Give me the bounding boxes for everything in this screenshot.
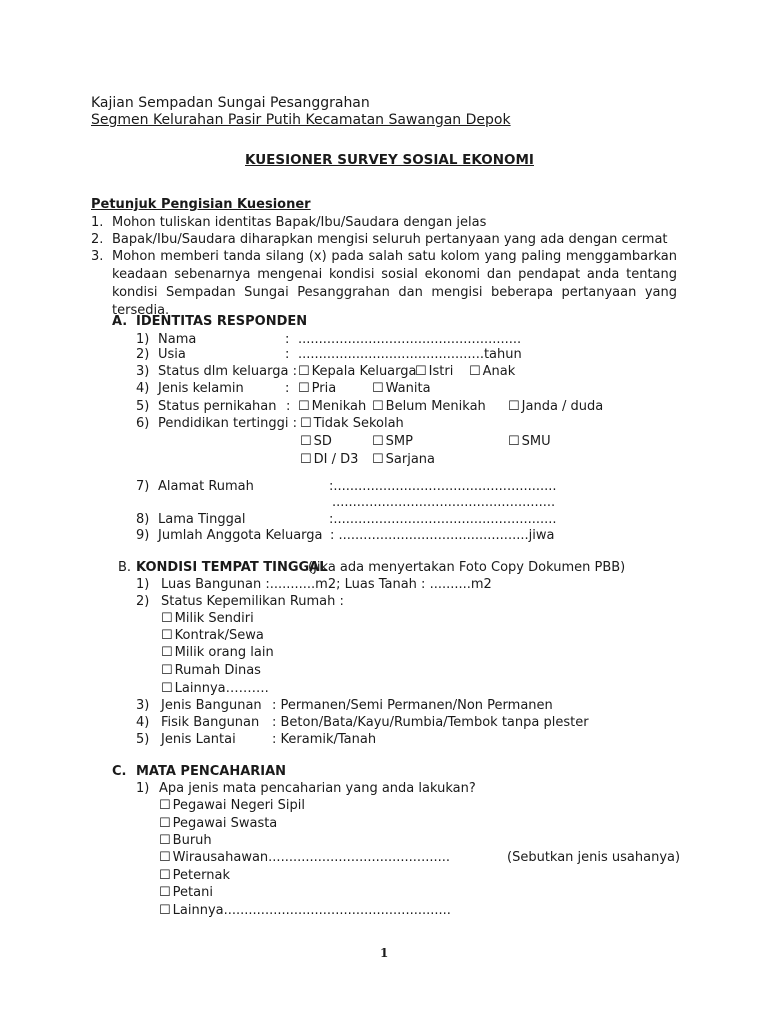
- colon: :: [286, 399, 291, 414]
- length-of-stay-field[interactable]: :......................................................: [329, 512, 557, 527]
- education-label: Pendidikan tertinggi :: [158, 416, 297, 431]
- length-of-stay-label: Lama Tinggal: [158, 512, 246, 527]
- building-type-label: Jenis Bangunan: [161, 698, 262, 713]
- age-field[interactable]: .............................................tahun: [298, 347, 522, 362]
- item-number: 1): [136, 577, 150, 592]
- item-number: 9): [136, 528, 150, 543]
- address-field[interactable]: :......................................................: [329, 479, 557, 494]
- checkbox-di-d3[interactable]: ☐ DI / D3: [300, 451, 358, 469]
- checkbox-peternak[interactable]: ☐ Peternak: [159, 867, 230, 885]
- checkbox-kontrak-sewa[interactable]: ☐ Kontrak/Sewa: [161, 627, 264, 645]
- page-title: KUESIONER SURVEY SOSIAL EKONOMI: [245, 152, 534, 168]
- building-physical-options[interactable]: : Beton/Bata/Kayu/Rumbia/Tembok tanpa plester: [272, 715, 589, 730]
- checkbox-petani[interactable]: ☐ Petani: [159, 884, 213, 902]
- checkbox-smp[interactable]: ☐ SMP: [372, 433, 413, 451]
- checkbox-wanita[interactable]: ☐ Wanita: [372, 380, 431, 398]
- checkbox-belum-menikah[interactable]: ☐ Belum Menikah: [372, 398, 486, 416]
- item-number: 7): [136, 479, 150, 494]
- address-field-line2[interactable]: ......................................................: [332, 495, 556, 510]
- checkbox-tidak-sekolah[interactable]: ☐ Tidak Sekolah: [300, 415, 404, 433]
- checkbox-menikah[interactable]: ☐ Menikah: [298, 398, 366, 416]
- instructions-heading: Petunjuk Pengisian Kuesioner: [91, 197, 311, 212]
- family-status-label: Status dlm keluarga :: [158, 364, 297, 379]
- gender-label: Jenis kelamin: [158, 381, 244, 396]
- section-c-letter: C.: [112, 764, 127, 779]
- household-size-label: Jumlah Anggota Keluarga: [158, 528, 323, 543]
- item-number: 4): [136, 381, 150, 396]
- checkbox-istri[interactable]: ☐ Istri: [415, 363, 453, 381]
- checkbox-lainnya[interactable]: ☐ Lainnya……….: [161, 680, 269, 698]
- item-number: 5): [136, 399, 150, 414]
- business-type-note: (Sebutkan jenis usahanya): [507, 850, 681, 865]
- occupation-question: Apa jenis mata pencaharian yang anda lakukan?: [159, 781, 476, 796]
- checkbox-janda-duda[interactable]: ☐ Janda / duda: [508, 398, 603, 416]
- checkbox-anak[interactable]: ☐ Anak: [469, 363, 515, 381]
- colon: :: [285, 347, 290, 362]
- checkbox-sarjana[interactable]: ☐ Sarjana: [372, 451, 435, 469]
- section-b-heading: KONDISI TEMPAT TINGGAL: [136, 560, 328, 575]
- checkbox-pegawai-swasta[interactable]: ☐ Pegawai Swasta: [159, 815, 277, 833]
- marital-status-label: Status pernikahan: [158, 399, 277, 414]
- section-b-note: (Jika ada menyertakan Foto Copy Dokumen PBB): [308, 560, 626, 575]
- study-segment: Segmen Kelurahan Pasir Putih Kecamatan Sawangan Depok: [91, 112, 511, 128]
- item-number: 6): [136, 416, 150, 431]
- section-c-heading: MATA PENCAHARIAN: [136, 764, 287, 779]
- instruction-num: 3.: [91, 249, 104, 264]
- section-b-letter: B.: [118, 560, 132, 575]
- colon: :: [285, 381, 290, 396]
- name-label: Nama: [158, 332, 197, 347]
- household-size-field[interactable]: : ..............................................jiwa: [330, 528, 555, 543]
- item-number: 2): [136, 594, 150, 609]
- checkbox-buruh[interactable]: ☐ Buruh: [159, 832, 212, 850]
- page-number: 1: [380, 946, 389, 960]
- address-label: Alamat Rumah: [158, 479, 254, 494]
- building-physical-label: Fisik Bangunan: [161, 715, 260, 730]
- item-number: 3): [136, 364, 150, 379]
- checkbox-milik-orang-lain[interactable]: ☐ Milik orang lain: [161, 644, 274, 662]
- checkbox-rumah-dinas[interactable]: ☐ Rumah Dinas: [161, 662, 261, 680]
- checkbox-wirausahawan[interactable]: ☐ Wirausahawan............................................: [159, 849, 450, 867]
- item-number: 3): [136, 698, 150, 713]
- checkbox-kepala-keluarga[interactable]: ☐ Kepala Keluarga: [298, 363, 417, 381]
- study-title: Kajian Sempadan Sungai Pesanggrahan: [91, 95, 370, 111]
- section-a-letter: A.: [112, 314, 128, 329]
- age-label: Usia: [158, 347, 186, 362]
- checkbox-sd[interactable]: ☐ SD: [300, 433, 332, 451]
- area-question[interactable]: Luas Bangunan :...........m2; Luas Tanah : ..........m2: [161, 577, 492, 592]
- item-number: 4): [136, 715, 150, 730]
- item-number: 1): [136, 332, 150, 347]
- checkbox-pria[interactable]: ☐ Pria: [298, 380, 336, 398]
- item-number: 5): [136, 732, 150, 747]
- section-a-heading: IDENTITAS RESPONDEN: [136, 314, 308, 329]
- checkbox-pegawai-negeri-sipil[interactable]: ☐ Pegawai Negeri Sipil: [159, 797, 305, 815]
- instruction-text: Mohon tuliskan identitas Bapak/Ibu/Saudara dengan jelas: [112, 215, 487, 230]
- instruction-num: 2.: [91, 232, 104, 247]
- item-number: 1): [136, 781, 150, 796]
- checkbox-smu[interactable]: ☐ SMU: [508, 433, 551, 451]
- instruction-text: Bapak/Ibu/Saudara diharapkan mengisi seluruh pertanyaan yang ada dengan cermat: [112, 232, 668, 247]
- floor-type-options[interactable]: : Keramik/Tanah: [272, 732, 377, 747]
- instruction-num: 1.: [91, 215, 104, 230]
- name-field[interactable]: ......................................................: [298, 332, 522, 347]
- instruction-text: Mohon memberi tanda silang (x) pada salah satu kolom yang paling menggambarkan keadaan sebenarnya mengenai kondisi sosial ekonomi dan pendapat anda tentang kondisi Sempadan Sungai Pesanggrahan dan mengisi beberapa pertanyaan yang tersedia.: [112, 249, 677, 318]
- checkbox-milik-sendiri[interactable]: ☐ Milik Sendiri: [161, 610, 254, 628]
- ownership-question: Status Kepemilikan Rumah :: [161, 594, 344, 609]
- item-number: 8): [136, 512, 150, 527]
- item-number: 2): [136, 347, 150, 362]
- floor-type-label: Jenis Lantai: [161, 732, 236, 747]
- checkbox-lainnya-occupation[interactable]: ☐ Lainnya.......................................................: [159, 902, 451, 920]
- building-type-options[interactable]: : Permanen/Semi Permanen/Non Permanen: [272, 698, 553, 713]
- colon: :: [285, 332, 290, 347]
